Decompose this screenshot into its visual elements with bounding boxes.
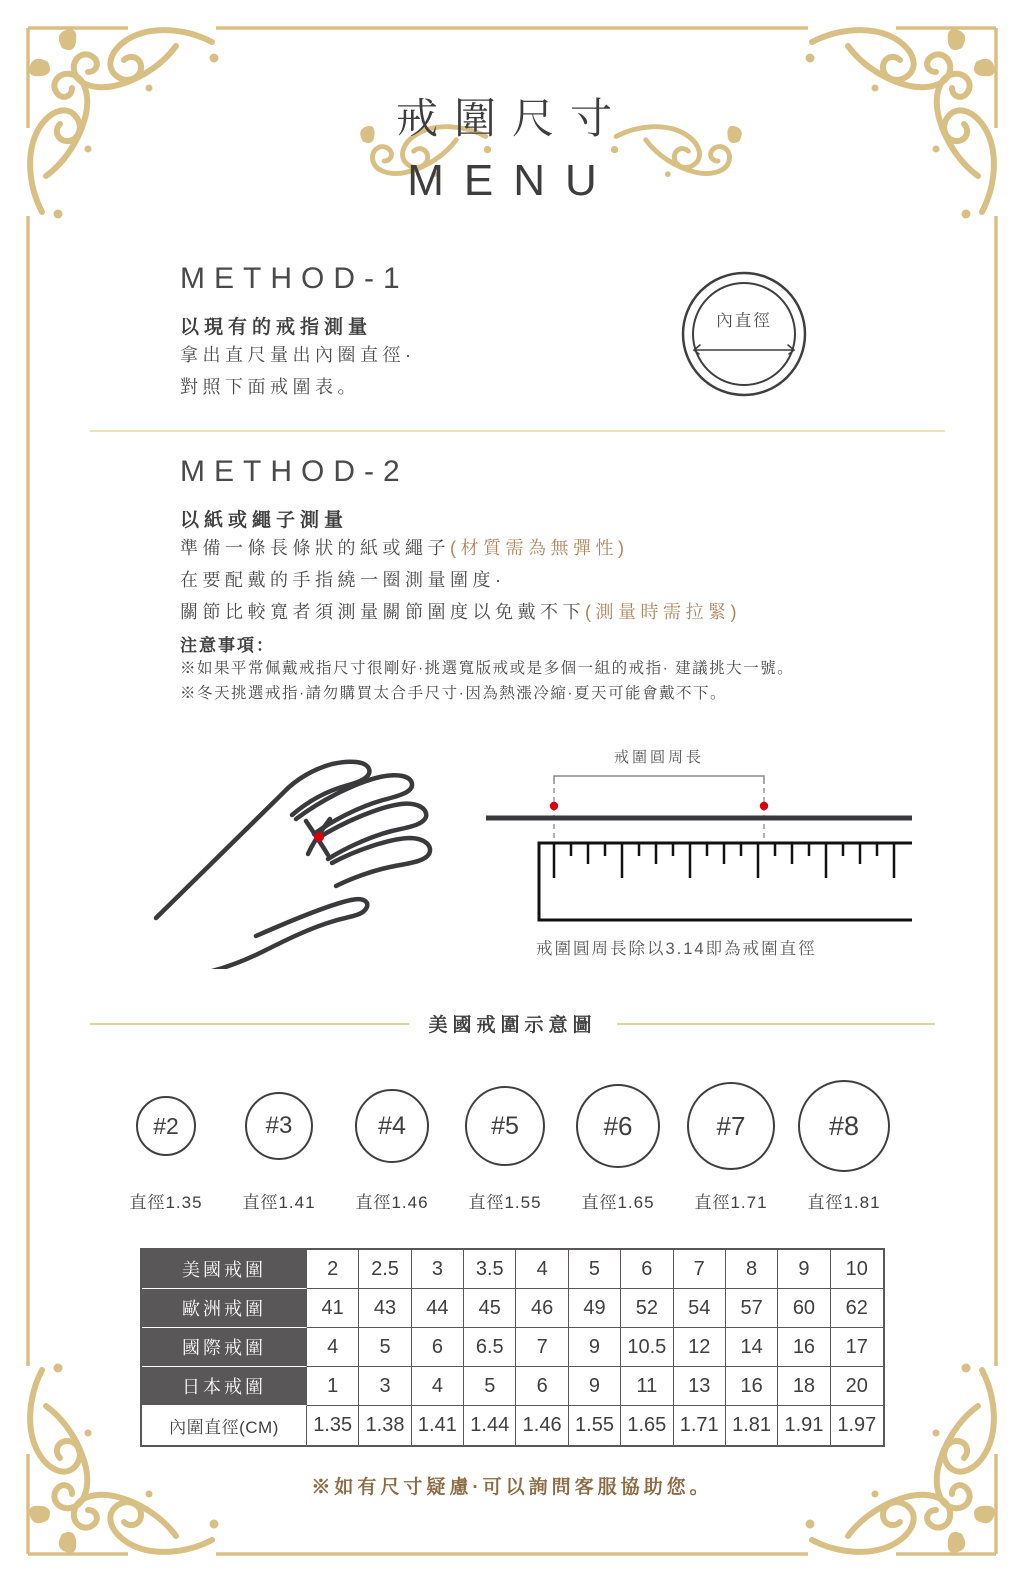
size-cell: 20 [831,1367,883,1406]
us-size-circle [465,1086,545,1166]
size-cell: 1.97 [837,1414,877,1436]
us-size-diameter: 直徑1.46 [355,1193,429,1212]
notes-heading: 注意事項： [180,636,275,655]
size-cell: 44 [412,1289,464,1328]
measure-point-dot [760,802,768,810]
size-cell: 1.71 [674,1406,726,1445]
size-cell: 16 [778,1328,830,1367]
us-size-circle [687,1082,775,1170]
inner-diameter-label: 內直徑 [716,312,772,330]
divider-line [90,1023,409,1025]
size-cell: 4 [412,1367,464,1406]
us-size-circle [798,1080,890,1172]
size-cell: 1.35 [307,1406,359,1445]
ruler-caption: 戒圍圓周長除以3.14即為戒圍直徑 [536,940,817,958]
size-cell: 4 [307,1328,359,1367]
size-cell: 49 [569,1289,621,1328]
row-header: 美國戒圍 [142,1250,307,1289]
red-string-dot [314,832,324,842]
size-cell: 2.5 [359,1250,411,1289]
size-cell: 1.65 [621,1406,673,1445]
size-cell: 11 [621,1367,673,1406]
page-title [0,86,1024,206]
size-cell: 7 [516,1328,568,1367]
circumference-label: 戒圍圓周長 [613,749,705,766]
us-size-section-divider [90,1010,935,1037]
size-cell: 4 [516,1250,568,1289]
size-cell: 6 [412,1328,464,1367]
size-cell: 3 [412,1250,464,1289]
size-cell: 5 [569,1250,621,1289]
us-size-number: #8 [828,1110,860,1141]
size-cell: 1.41 [412,1406,464,1445]
size-cell: 9 [569,1328,621,1367]
size-cell: 6 [516,1367,568,1406]
size-cell: 5 [464,1367,516,1406]
us-size-diameter: 直徑1.71 [694,1193,768,1212]
size-cell: 46 [516,1289,568,1328]
size-cell: 45 [464,1289,516,1328]
method-1-section [180,262,416,403]
us-size-number: #6 [603,1110,633,1141]
line-text: 準備一條長條狀的紙或繩子 [180,538,450,558]
us-size-circle [355,1089,429,1163]
method-1-heading: METHOD-1 [180,262,409,295]
size-cell: 9 [778,1250,830,1289]
size-conversion-table [140,1248,885,1447]
line-accent-text: (測量時需拉緊) [585,602,741,622]
us-size-diameter: 直徑1.81 [807,1193,881,1212]
note-item: ※如果平常佩戴戒指尺寸很剛好·挑選寬版戒或是多個一組的戒指· 建議挑大一號。 [180,660,795,677]
size-cell: 14 [726,1328,778,1367]
size-cell: 3 [359,1367,411,1406]
size-cell: 1.46 [516,1406,568,1445]
size-cell: 13 [674,1367,726,1406]
us-size-number: #2 [153,1112,179,1139]
us-size-circle [136,1096,196,1156]
line-text: 關節比較寬者須測量關節圍度以免戴不下 [180,602,585,622]
footer-service-note: ※如有尺寸疑慮·可以詢問客服協助您。 [311,1477,713,1498]
us-size-number: #7 [716,1110,746,1141]
size-cell: 9 [569,1367,621,1406]
us-size-diameter: 直徑1.65 [581,1193,655,1212]
size-cell: 57 [726,1289,778,1328]
us-size-diameter: 直徑1.55 [468,1193,542,1212]
method-2-section [180,455,741,628]
method-1-line: 對照下面戒圍表。 [180,377,360,397]
size-cell: 6 [621,1250,673,1289]
size-cell: 16 [726,1367,778,1406]
us-size-number: #4 [378,1111,406,1140]
method-2-line: 在要配戴的手指繞一圈測量圍度· [180,570,506,590]
row-header: 歐洲戒圍 [142,1289,307,1328]
row-header: 國際戒圍 [142,1328,307,1367]
hand-string-illustration [138,733,472,969]
size-cell: 3.5 [464,1250,516,1289]
us-size-diameter: 直徑1.35 [129,1193,203,1212]
method-1-line: 拿出直尺量出內圈直徑· [180,345,416,365]
size-cell: 41 [307,1289,359,1328]
size-cell: 52 [621,1289,673,1328]
circumference-ruler-diagram [478,738,920,966]
size-cell: 7 [674,1250,726,1289]
measure-point-dot [550,802,558,810]
divider-line [617,1023,936,1025]
ring-diameter-diagram [679,268,809,400]
size-cell: 54 [674,1289,726,1328]
us-size-number: #3 [265,1112,293,1139]
size-cell: 60 [778,1289,830,1328]
size-cell: 43 [359,1289,411,1328]
size-cell: 18 [778,1367,830,1406]
size-cell: 10.5 [621,1328,673,1367]
note-item: ※冬天挑選戒指·請勿購買太合手尺寸·因為熱漲冷縮·夏天可能會戴不下。 [180,685,727,702]
size-cell: 62 [831,1289,883,1328]
size-cell: 1 [307,1367,359,1406]
method-2-heading: METHOD-2 [180,455,409,488]
size-cell: 2 [307,1250,359,1289]
us-size-circle [576,1084,660,1168]
us-size-diameter: 直徑1.41 [242,1193,316,1212]
size-cell: 1.38 [359,1406,411,1445]
us-size-number: #5 [491,1111,519,1140]
size-cell: 1.81 [726,1406,778,1445]
section-divider-line [90,430,945,432]
size-cell: 1.55 [569,1406,621,1445]
size-cell: 6.5 [464,1328,516,1367]
size-cell: 5 [359,1328,411,1367]
us-size-circle [245,1092,313,1160]
row-header: 日本戒圍 [142,1367,307,1406]
row-header: 內圍直徑(CM) [142,1406,307,1445]
method-2-line [180,532,741,564]
page-title-chinese: 戒圍尺寸 [395,95,628,142]
size-cell: 1.44 [464,1406,516,1445]
notes-section [180,631,794,706]
size-cell: 17 [831,1328,883,1367]
size-cell: 10 [831,1250,883,1289]
size-cell: 12 [674,1328,726,1367]
size-cell: 8 [726,1250,778,1289]
method-2-line [180,596,741,628]
method-2-subtitle: 以紙或繩子測量 [180,510,349,531]
us-size-section-title: 美國戒圍示意圖 [428,1015,597,1036]
page-title-menu: MENU [407,156,617,205]
method-1-subtitle: 以現有的戒指測量 [180,317,373,338]
size-cell: 1.91 [778,1406,830,1445]
line-accent-text: (材質需為無彈性) [450,538,629,558]
